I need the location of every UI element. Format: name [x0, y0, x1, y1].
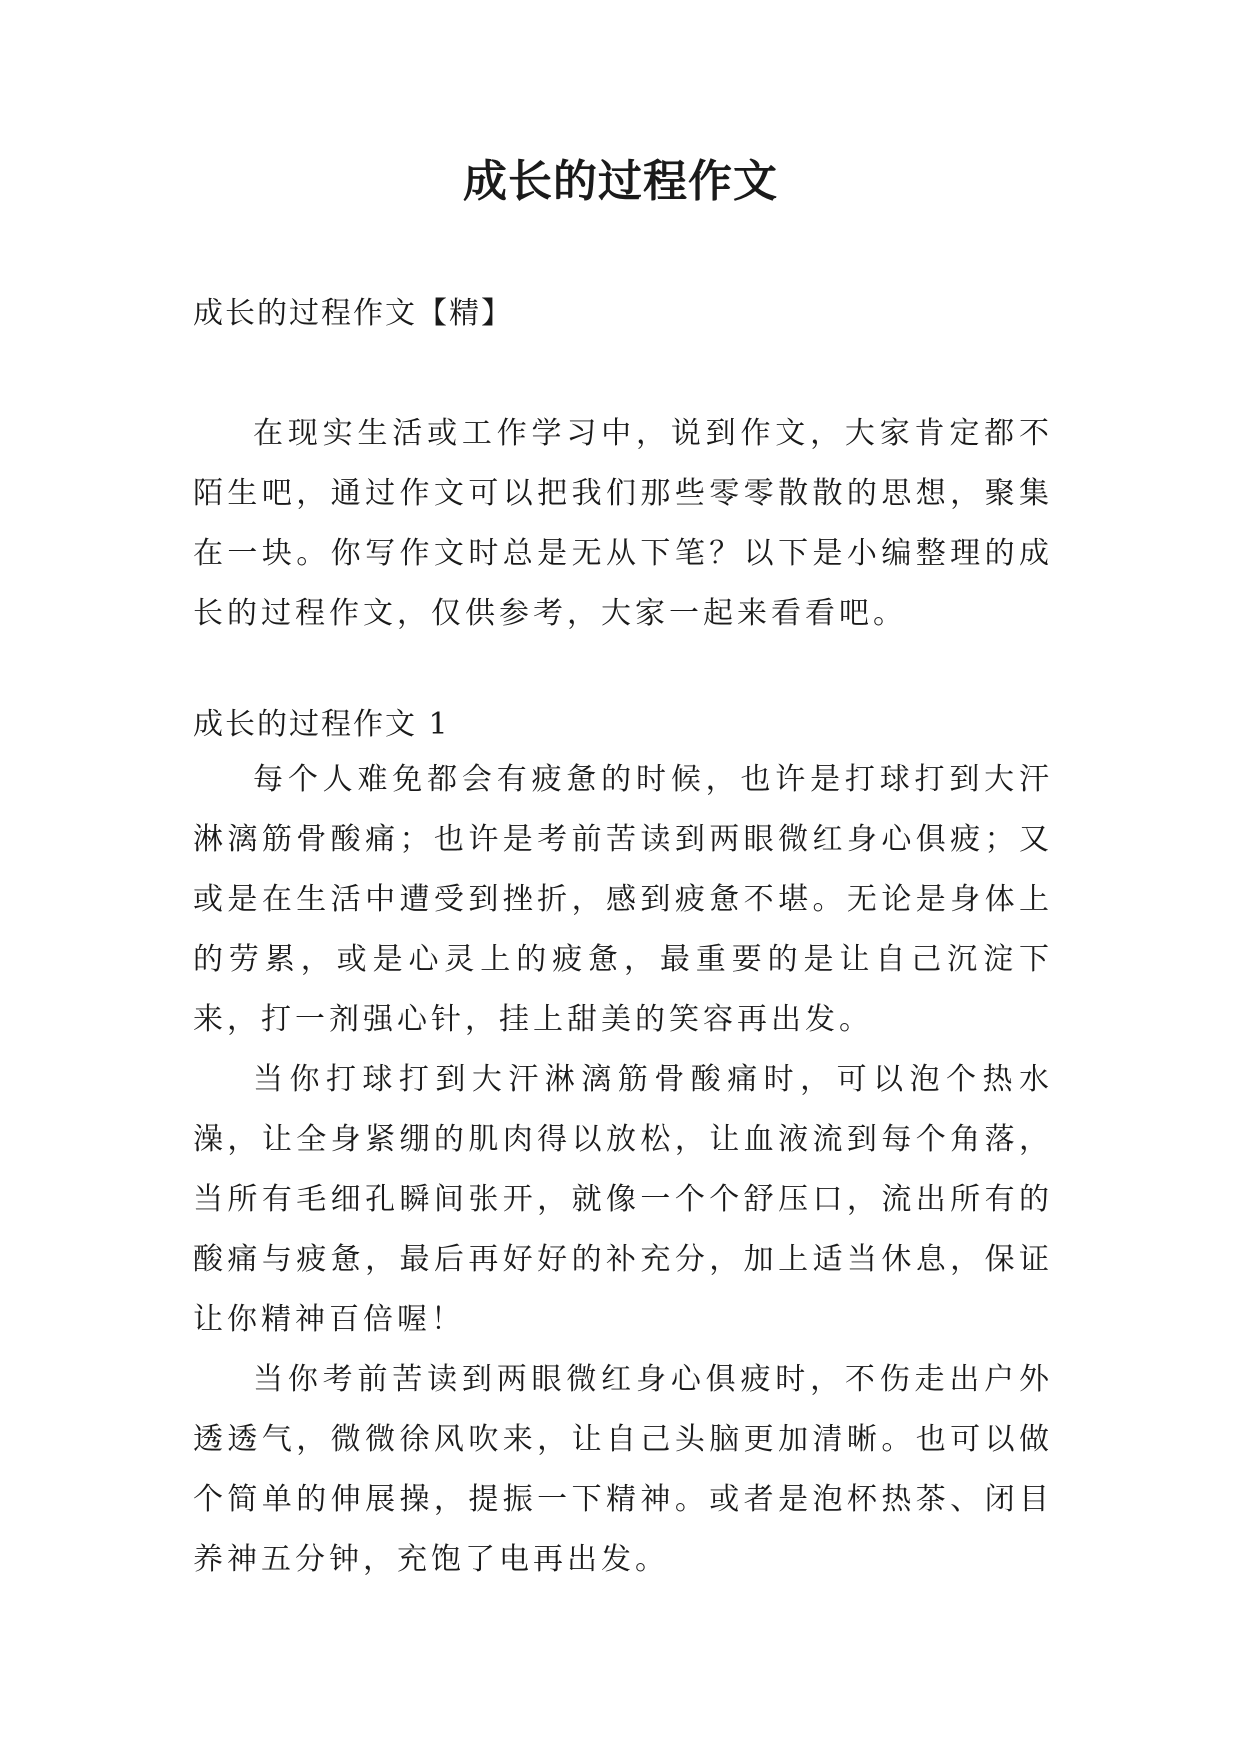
- intro-paragraph: 在现实生活或工作学习中，说到作文，大家肯定都不陌生吧，通过作文可以把我们那些零零散散的思想，聚集在一块。你写作文时总是无从下笔？以下是小编整理的成长的过程作文，仅供参考，大家一起来看看吧。: [193, 416, 1053, 631]
- section-paragraph: 当你考前苦读到两眼微红身心俱疲时，不伤走出户外透透气，微微徐风吹来，让自己头脑更加清晰。也可以做个简单的伸展操，提振一下精神。或者是泡杯热茶、闭目养神五分钟，充饱了电再出发。: [193, 1362, 1053, 1577]
- section-paragraph: 每个人难免都会有疲惫的时候，也许是打球打到大汗淋漓筋骨酸痛；也许是考前苦读到两眼微红身心俱疲；又或是在生活中遭受到挫折，感到疲惫不堪。无论是身体上的劳累，或是心灵上的疲惫，最重要的是让自己沉淀下来，打一剂强心针，挂上甜美的笑容再出发。: [193, 762, 1053, 1037]
- section-heading: 成长的过程作文 1: [193, 707, 450, 742]
- page-title: 成长的过程作文: [463, 156, 778, 207]
- section-body: [193, 750, 1053, 1590]
- intro-block: [193, 404, 1053, 644]
- document-subtitle: 成长的过程作文【精】: [193, 296, 513, 331]
- section-paragraph: 当你打球打到大汗淋漓筋骨酸痛时，可以泡个热水澡，让全身紧绷的肌肉得以放松，让血液流到每个角落，当所有毛细孔瞬间张开，就像一个个舒压口，流出所有的酸痛与疲惫，最后再好好的补充分，加上适当休息，保证让你精神百倍喔！: [193, 1062, 1053, 1337]
